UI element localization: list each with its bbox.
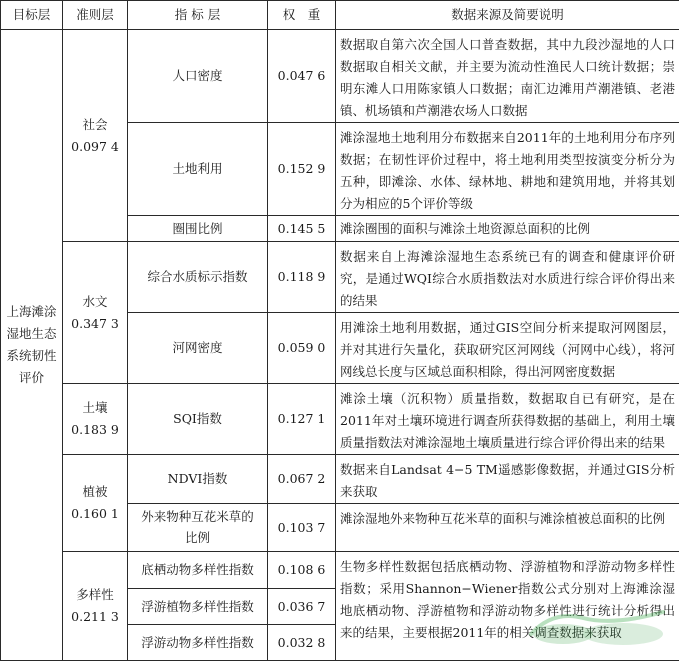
criteria-name: 社会 [63, 114, 127, 136]
indicator-name: SQI指数 [128, 384, 268, 455]
indicator-name [128, 504, 268, 552]
table-row [1, 242, 679, 313]
indicator-description: 滩涂湿地外来物种互花米草的面积与滩涂植被总面积的比例 [336, 504, 679, 552]
indicator-weight: 0.036 7 [268, 589, 336, 625]
indicator-name: 人口密度 [128, 30, 268, 123]
indicator-weight: 0.047 6 [268, 30, 336, 123]
criteria-cell-vegetation [63, 455, 128, 552]
criteria-weight: 0.211 3 [63, 606, 127, 628]
indicator-weight: 0.103 7 [268, 504, 336, 552]
indicator-name: 土地利用 [128, 123, 268, 216]
indicator-name-text: 外来物种互花米草的比例 [136, 506, 260, 548]
indicator-weight: 0.059 0 [268, 313, 336, 384]
indicator-name: 浮游动物多样性指数 [128, 625, 268, 661]
table-row [1, 30, 679, 123]
indicator-weight: 0.118 9 [268, 242, 336, 313]
header-weight: 权 重 [268, 1, 336, 30]
indicator-description: 滩涂圈围的面积与滩涂土地资源总面积的比例 [336, 216, 679, 242]
criteria-cell-soil [63, 384, 128, 455]
indicator-name: 河网密度 [128, 313, 268, 384]
indicator-weight: 0.145 5 [268, 216, 336, 242]
criteria-weight: 0.183 9 [63, 419, 127, 441]
header-description: 数据来源及简要说明 [336, 1, 679, 30]
criteria-name: 水文 [63, 291, 127, 313]
target-layer-cell [1, 30, 63, 661]
criteria-weight: 0.160 1 [63, 503, 127, 525]
table-row [1, 384, 679, 455]
indicator-description: 生物多样性数据包括底栖动物、浮游植物和浮游动物多样性指数；采用Shannon−Wiener指数公式分别对上海滩涂湿地底栖动物、浮游植物和浮游动物多样性进行统计分析得出来的结果，主要根据2011年的相关调查数据来获取 [336, 552, 679, 661]
criteria-name: 土壤 [63, 397, 127, 419]
header-criteria-layer: 准则层 [63, 1, 128, 30]
target-text: 上海滩涂湿地生态系统韧性评价 [4, 301, 60, 389]
header-target-layer: 目标层 [1, 1, 63, 30]
criteria-weight: 0.347 3 [63, 313, 127, 335]
indicator-name: 底栖动物多样性指数 [128, 552, 268, 589]
indicator-description: 数据来自上海滩涂湿地生态系统已有的调查和健康评价研究，是通过WQI综合水质指数法对水质进行综合评价得出来的结果 [336, 242, 679, 313]
indicator-name: NDVI指数 [128, 455, 268, 504]
indicator-weight: 0.108 6 [268, 552, 336, 589]
indicator-weight: 0.067 2 [268, 455, 336, 504]
indicator-weight: 0.127 1 [268, 384, 336, 455]
indicator-name: 浮游植物多样性指数 [128, 589, 268, 625]
header-row [1, 1, 679, 30]
indicator-description: 滩涂湿地土地利用分布数据来自2011年的土地利用分布序列数据；在韧性评价过程中，将土地利用类型按演变分析分为五种，即滩涂、水体、绿林地、耕地和建筑用地，并将其划分为相应的5个评价等级 [336, 123, 679, 216]
table-row [1, 552, 679, 589]
criteria-cell-diversity [63, 552, 128, 661]
indicator-weight: 0.152 9 [268, 123, 336, 216]
indicator-description: 用滩涂土地利用数据，通过GIS空间分析来提取河网图层，并对其进行矢量化，获取研究区河网线（河网中心线），将河网线总长度与区域总面积相除，得出河网密度数据 [336, 313, 679, 384]
indicator-description: 数据来自Landsat 4−5 TM遥感影像数据，并通过GIS分析来获取 [336, 455, 679, 504]
criteria-cell-social [63, 30, 128, 242]
indicator-weight: 0.032 8 [268, 625, 336, 661]
criteria-weight: 0.097 4 [63, 136, 127, 158]
header-indicator-layer: 指 标 层 [128, 1, 268, 30]
indicator-name: 综合水质标示指数 [128, 242, 268, 313]
table-row [1, 455, 679, 504]
indicator-name: 圈围比例 [128, 216, 268, 242]
indicator-description: 数据取自第六次全国人口普查数据，其中九段沙湿地的人口数据取自相关文献，并主要为流动性渔民人口统计数据；崇明东滩人口用陈家镇人口数据；南汇边滩用芦潮港镇、老港镇、机场镇和芦潮港农场人口数据 [336, 30, 679, 123]
criteria-name: 植被 [63, 481, 127, 503]
indicator-description: 滩涂土壤（沉积物）质量指数，数据取自已有研究，是在2011年对土壤环境进行调查所获得数据的基础上，利用土壤质量指数法对滩涂湿地土壤质量进行综合评价得出来的结果 [336, 384, 679, 455]
criteria-cell-hydrology [63, 242, 128, 384]
criteria-name: 多样性 [63, 584, 127, 606]
